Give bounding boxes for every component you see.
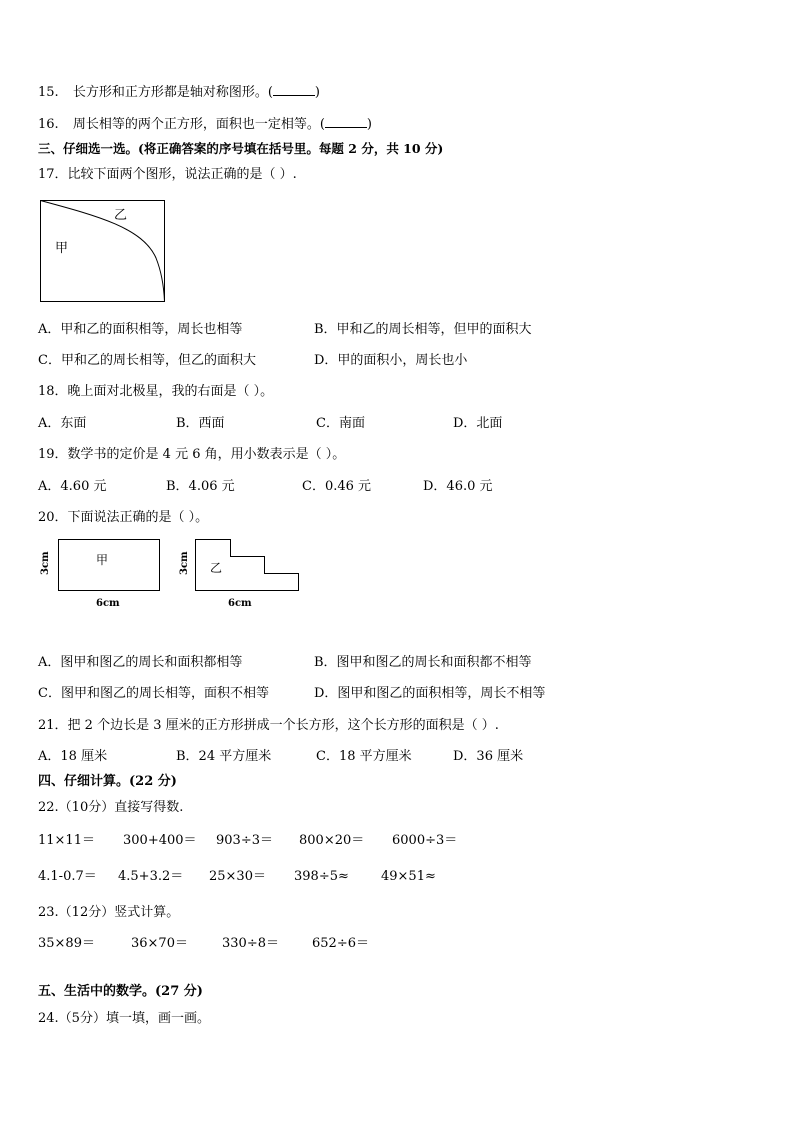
calc-item: 4.1-0.7＝ (38, 869, 97, 884)
q21-option-b[interactable]: B．24 平方厘米 (176, 749, 272, 764)
calc-item: 330÷8＝ (222, 936, 279, 951)
calc-item: 300+400＝ (123, 833, 197, 848)
q17-option-a[interactable]: A．甲和乙的面积相等，周长也相等 (38, 322, 243, 337)
calc-item: 398÷5≈ (294, 869, 349, 884)
q21-option-a[interactable]: A．18 厘米 (38, 749, 108, 764)
answer-blank[interactable] (273, 84, 315, 96)
q19-option-c[interactable]: C．0.46 元 (302, 479, 372, 494)
calc-item: 36×70＝ (131, 936, 188, 951)
question-21-stem: 21．把 2 个边长是 3 厘米的正方形拼成一个长方形，这个长方形的面积是（ ）. (38, 718, 499, 733)
calc-item: 652÷6＝ (312, 936, 369, 951)
question-17-figure (38, 198, 170, 306)
section-3-title: 三、仔细选一选。(将正确答案的序号填在括号里。每题 2 分，共 10 分) (38, 141, 444, 156)
label-yi: 乙 (114, 208, 128, 223)
label-jia: 甲 (96, 553, 109, 567)
question-15 (38, 84, 320, 101)
question-text: 周长相等的两个正方形，面积也一定相等。( (72, 117, 325, 132)
question-24-stem: 24.（5分）填一填，画一画。 (38, 1011, 210, 1026)
calc-item: 35×89＝ (38, 936, 95, 951)
q19-option-b[interactable]: B．4.06 元 (166, 479, 235, 494)
calc-item: 11×11＝ (38, 833, 95, 848)
width-label: 6cm (96, 598, 120, 609)
q21-option-d[interactable]: D．36 厘米 (453, 749, 524, 764)
question-19-stem: 19．数学书的定价是 4 元 6 角，用小数表示是（ ）。 (38, 447, 346, 462)
question-17-stem: 17．比较下面两个图形，说法正确的是（ ）. (38, 167, 297, 182)
label-jia: 甲 (55, 241, 69, 256)
q19-option-d[interactable]: D．46.0 元 (423, 479, 493, 494)
q20-option-d[interactable]: D．图甲和图乙的面积相等，周长不相等 (314, 686, 546, 701)
answer-blank[interactable] (325, 116, 367, 128)
question-20-figure-jia (34, 534, 169, 612)
question-20-figure-yi (174, 534, 304, 612)
question-number: 15. (38, 85, 59, 100)
question-text: 长方形和正方形都是轴对称图形。( (72, 85, 273, 100)
calc-item: 4.5+3.2＝ (118, 869, 184, 884)
section-5-title: 五、生活中的数学。(27 分) (38, 984, 203, 999)
width-label: 6cm (228, 598, 252, 609)
question-16 (38, 116, 372, 133)
rectangle-jia (59, 540, 160, 591)
q18-option-a[interactable]: A．东面 (38, 416, 87, 431)
q21-option-c[interactable]: C．18 平方厘米 (316, 749, 412, 764)
height-label: 3cm (40, 551, 51, 575)
close-paren: ) (366, 117, 372, 132)
close-paren: ) (314, 85, 320, 100)
calc-item: 800×20＝ (299, 833, 365, 848)
q18-option-d[interactable]: D．北面 (453, 416, 503, 431)
question-23-stem: 23.（12分）竖式计算。 (38, 905, 180, 920)
q18-option-b[interactable]: B．西面 (176, 416, 225, 431)
q17-option-b[interactable]: B．甲和乙的周长相等，但甲的面积大 (314, 322, 532, 337)
q17-option-d[interactable]: D．甲的面积小，周长也小 (314, 353, 468, 368)
calc-item: 903÷3＝ (216, 833, 273, 848)
section-4-title: 四、仔细计算。(22 分) (38, 774, 177, 789)
calc-item: 6000÷3＝ (392, 833, 458, 848)
calc-item: 25×30＝ (209, 869, 266, 884)
question-22-stem: 22.（10分）直接写得数. (38, 800, 184, 815)
q19-option-a[interactable]: A．4.60 元 (38, 479, 107, 494)
question-number: 16. (38, 117, 59, 132)
calc-item: 49×51≈ (381, 869, 436, 884)
q20-option-c[interactable]: C．图甲和图乙的周长相等，面积不相等 (38, 686, 269, 701)
q20-option-b[interactable]: B．图甲和图乙的周长和面积都不相等 (314, 655, 532, 670)
q17-option-c[interactable]: C．甲和乙的周长相等，但乙的面积大 (38, 353, 256, 368)
question-20-stem: 20．下面说法正确的是（ ）。 (38, 510, 209, 525)
q18-option-c[interactable]: C．南面 (316, 416, 365, 431)
q20-option-a[interactable]: A．图甲和图乙的周长和面积都相等 (38, 655, 243, 670)
label-yi: 乙 (210, 561, 223, 575)
question-18-stem: 18．晚上面对北极星，我的右面是（ ）。 (38, 384, 274, 399)
height-label: 3cm (179, 551, 190, 575)
